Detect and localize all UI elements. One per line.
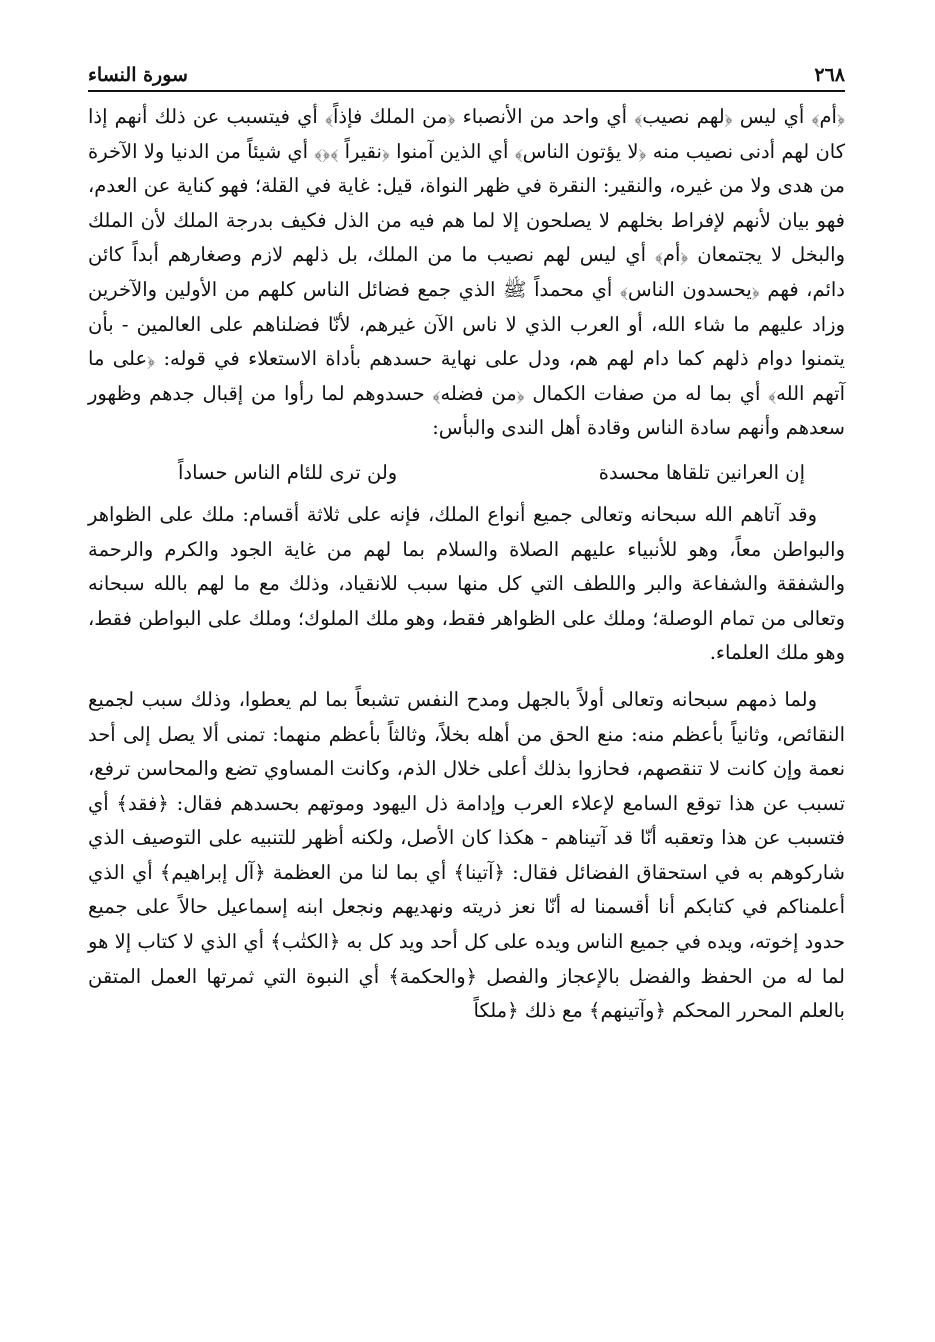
verse-first-hemistich: إن العرانين تلقاها محسدة [598, 460, 805, 484]
paragraph-1: ﴿أم﴾ أي ليس ﴿لهم نصيب﴾ أي واحد من الأنصباء ﴿من الملك فإذاً﴾ أي فيتسبب عن ذلك أنهم إذا كان لهم أدنى نصيب منه ﴿لا يؤتون الناس﴾ أي الذين آمنوا ﴿نقيراً ﴾﴿﴾ أي شيئاً من الدنيا ولا الآخرة من هدى ولا من غيره، والنقير: النقرة في ظهر النواة، قيل: غاية في القلة؛ فهو كناية عن العدم، فهو بيان لأنهم لإفراط بخلهم لا يصلحون إلا لما هم فيه من الذل فكيف بدرجة الملك لأن الملك والبخل لا يجتمعان ﴿أم﴾ أي ليس لهم نصيب ما من الملك، بل ذلهم لازم وصغارهم أبداً كائن دائم، فهم ﴿يحسدون الناس﴾ أي محمداً ﷺ الذي جمع فضائل الناس كلهم من الأولين والآخرين وزاد عليهم ما شاء الله، أو العرب الذي لا ناس الآن غيرهم، لأنّا فضلناهم على العالمين - بأن يتمنوا دوام ذلهم كما دام لهم هم، ودل على نهاية حسدهم بأداة الاستعلاء في قوله: ﴿على ما آتهم الله﴾ أي بما له من صفات الكمال ﴿من فضله﴾ حسدوهم لما رأوا من إقبال جدهم وظهور سعدهم وأنهم سادة الناس وقادة أهل الندى والبأس: [88, 105, 845, 440]
verse-second-hemistich: ولن ترى للئام الناس حساداً [178, 460, 398, 484]
paragraph-gap [88, 671, 845, 683]
paragraph-2: وقد آتاهم الله سبحانه وتعالى جميع أنواع الملك، فإنه على ثلاثة أقسام: ملك على الظواهر والبواطن معاً، وهو للأنبياء عليهم الصلاة والسلام بما لهم من غاية الجود والكرم والرحمة والشفقة والشفاعة والبر واللطف التي كل منها سبب للانقياد، وذلك مع ما لهم بالله سبحانه وتعالى من تمام الوصلة؛ وملك على الظواهر فقط، وهو ملك الملوك؛ وملك على البواطن فقط، وهو ملك العلماء. [88, 502, 845, 665]
page-header [88, 58, 845, 92]
poetry-verse [88, 446, 845, 498]
page-body [88, 100, 845, 1029]
paragraph-3: ولما ذمهم سبحانه وتعالى أولاً بالجهل ومدح النفس تشبعاً بما لم يعطوا، وذلك سبب لجميع النقائص، وثانياً بأعظم منه: منع الحق من أهله بخلاً، وثالثاً بأعظم منهما: تمنى ألا يصل إلى أحد نعمة وإن كانت لا تنقصهم، فحازوا بذلك أعلى خلال الذم، وكانت المساوي تضع والمحاسن ترفع، تسبب عن هذا توقع السامع لإعلاء العرب وإدامة ذل اليهود وموتهم بحسدهم فقال: ﴿فقد﴾ أي فتسبب عن هذا وتعقبه أنّا قد آتيناهم - هكذا كان الأصل، ولكنه أظهر للتنبيه على التوصيف الذي شاركوهم به في استحقاق الفضائل فقال: ﴿آتينا﴾ أي بما لنا من العظمة ﴿آل إبراهيم﴾ أي الذي أعلمناكم في كتابكم أنا أقسمنا له أنّا نعز ذريته ونهديهم ونجعل ابنه إسماعيل حالاً على جميع حدود إخوته، ويده في جميع الناس ويده على كل أحد ويد كل به ﴿الكتٰب﴾ أي الذي لا كتاب إلا هو لما له من الحفظ والفضل بالإعجاز والفصل ﴿والحكمة﴾ أي النبوة التي ثمرتها العمل المتقن بالعلم المحرر المحكم ﴿وآتينهم﴾ مع ذلك ﴿ملكاً [88, 687, 845, 1023]
surah-title: سورة النساء [88, 64, 188, 86]
page-number: ٢٦٨ [814, 64, 845, 86]
